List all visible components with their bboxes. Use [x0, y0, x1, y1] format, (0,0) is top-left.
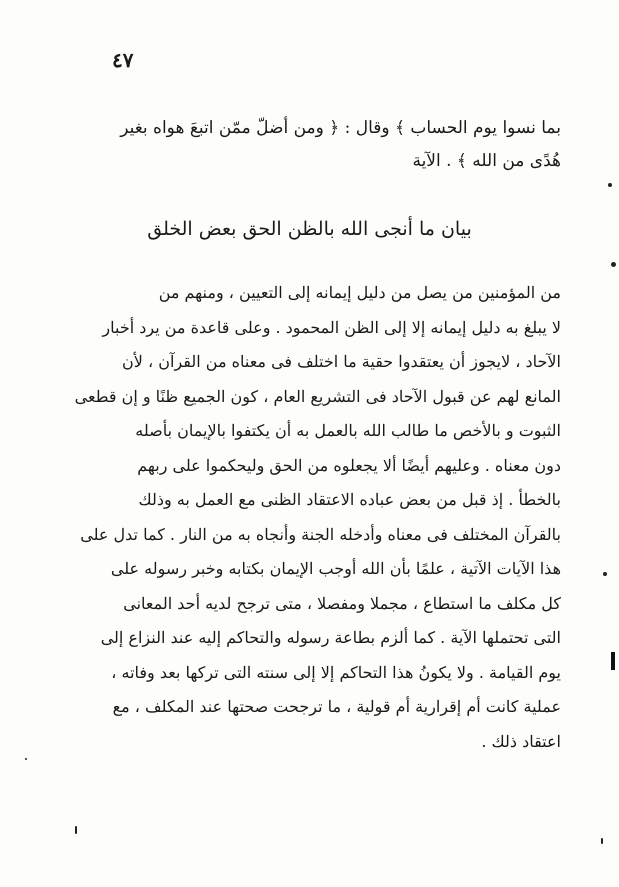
scan-speck	[603, 572, 607, 576]
body-line: لا يبلغ به دليل إيمانه إلا إلى الظن المحمود . وعلى قاعدة من يرد أخبار	[102, 317, 561, 337]
body-line: عملية كانت أم إقرارية أم قولية ، ما ترجحت صحتها عند المكلف ، مع	[112, 697, 561, 716]
intro-paragraph	[58, 112, 561, 178]
body-line: الثبوت و بالأخص ما طالب الله بالعمل به أن يكتفوا بالإيمان بأصله	[135, 421, 561, 440]
body-line: اعتقاد ذلك .	[481, 731, 561, 751]
body-line: يوم القيامة . ولا يكونُ هذا التحاكم إلا إلى سنته التى تركها بعد وفاته ،	[111, 662, 561, 682]
body-line: بالخطأ . إذ قبل من بعض عباده الاعتقاد الظنى مع العمل به وذلك	[138, 490, 561, 509]
body-line: دون معناه . وعليهم أيضًا ألا يجعلوه من الحق وليحكموا على ربهم	[137, 455, 561, 475]
body-line: هذا الآيات الآتية ، علمًا بأن الله أوجب الإيمان بكتابه وخبر رسوله على	[110, 559, 561, 578]
section-body	[58, 276, 561, 759]
scan-speck	[75, 826, 77, 834]
scan-speck	[608, 183, 612, 187]
intro-line: هُدًى من الله ﴾ . الآية	[412, 151, 561, 171]
section-heading: بيان ما أنجى الله بالظن الحق بعض الخلق	[147, 218, 472, 240]
body-line: من المؤمنين من يصل من دليل إيمانه إلى التعيين ، ومنهم من	[158, 283, 561, 302]
body-line: كل مكلف ما استطاع ، مجملا ومفصلا ، متى ترجح لديه أحد المعانى	[123, 593, 561, 613]
body-line: بالقرآن المختلف فى معناه وأدخله الجنة وأنجاه به من النار . كما تدل على	[80, 524, 561, 544]
intro-line: بما نسوا يوم الحساب ﴾ وقال : ﴿ ومن أضلّ ممّن اتبعَ هواه بغير	[120, 118, 561, 138]
body-line: المانع لهم عن قبول الآحاد فى التشريع العام ، كون الجميع ظنًا و إن قطعى	[74, 386, 561, 406]
body-line: الآحاد ، لايجوز أن يعتقدوا حقية ما اختلف فى معناه من القرآن ، لأن	[122, 352, 561, 371]
scan-speck	[601, 838, 603, 844]
scan-speck	[25, 758, 27, 760]
scan-speck	[611, 262, 616, 267]
body-line: التى تحتملها الآية . كما ألزم بطاعة رسوله والتحاكم إليه عند النزاع إلى	[100, 628, 561, 647]
scan-edge-mark	[611, 652, 615, 670]
page-number: ٤٧	[112, 48, 134, 72]
